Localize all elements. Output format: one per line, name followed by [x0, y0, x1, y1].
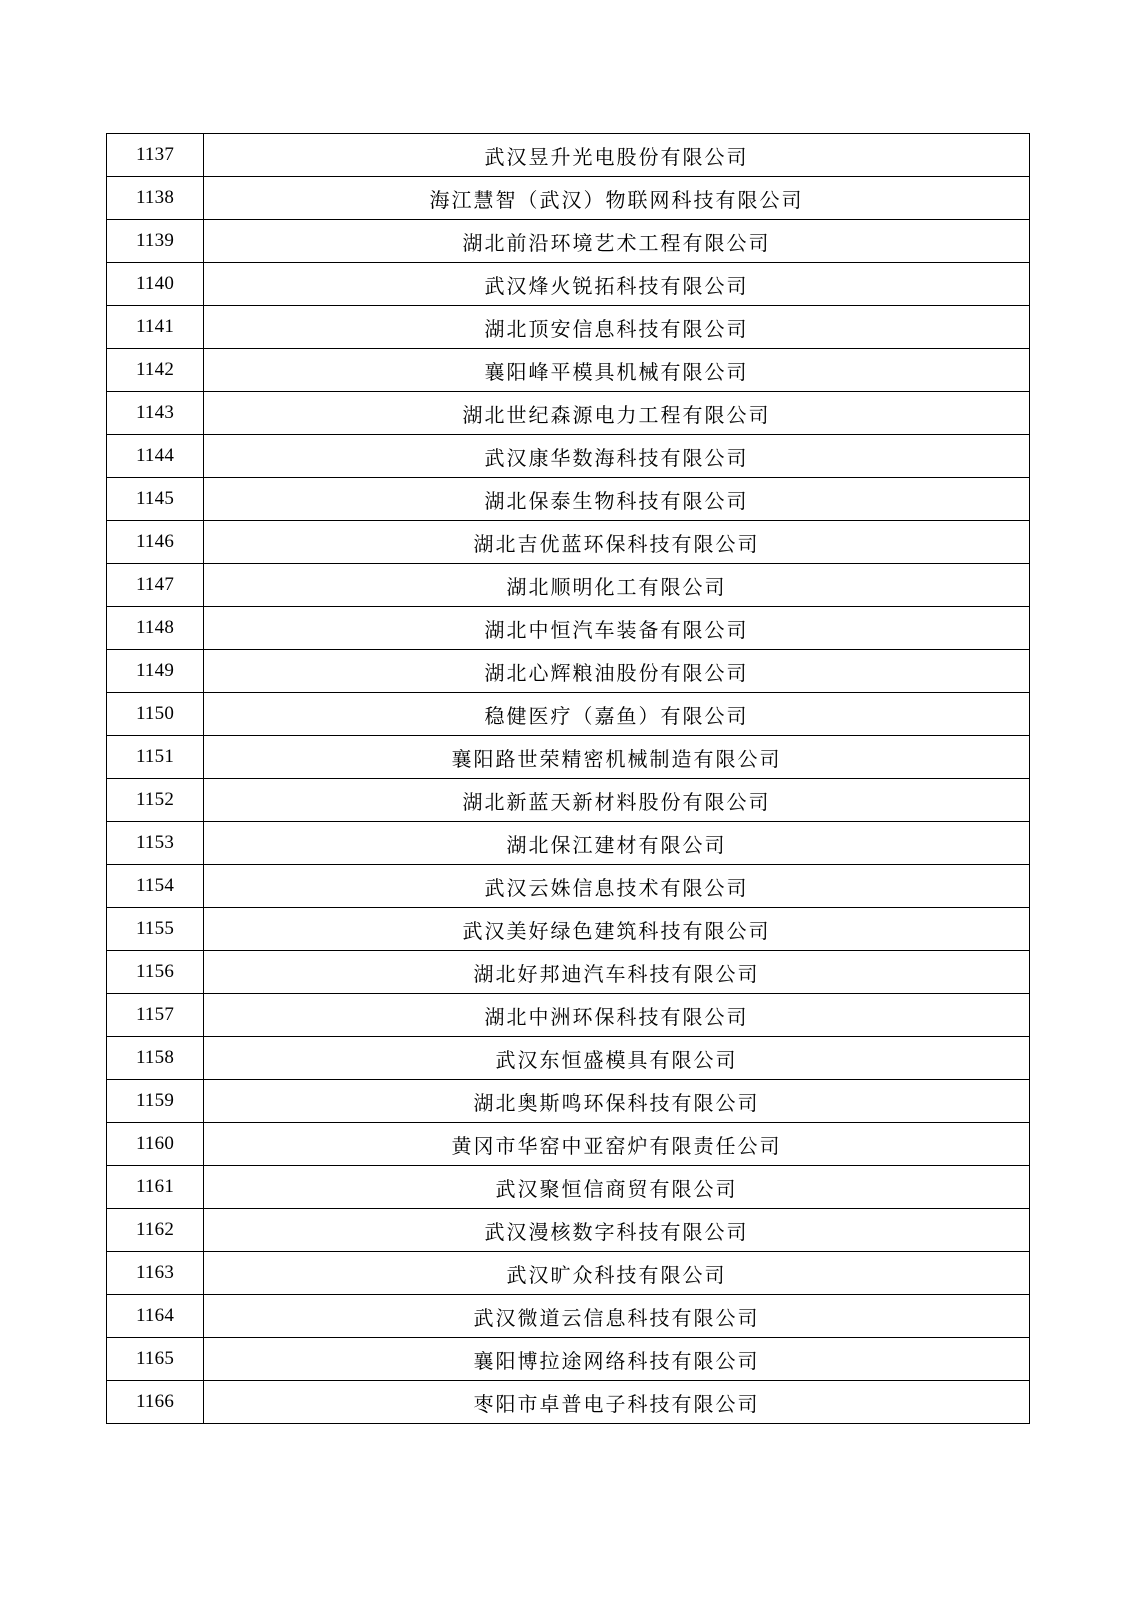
company-name: 湖北保泰生物科技有限公司 [204, 478, 1030, 521]
row-number: 1152 [107, 779, 204, 822]
table-row [107, 306, 1030, 349]
table-row [107, 736, 1030, 779]
table-row [107, 1252, 1030, 1295]
table-row [107, 392, 1030, 435]
table-row [107, 693, 1030, 736]
company-name: 湖北好邦迪汽车科技有限公司 [204, 951, 1030, 994]
company-name: 武汉云姝信息技术有限公司 [204, 865, 1030, 908]
company-name: 湖北奥斯鸣环保科技有限公司 [204, 1080, 1030, 1123]
company-name: 湖北顺明化工有限公司 [204, 564, 1030, 607]
table-row [107, 177, 1030, 220]
row-number: 1163 [107, 1252, 204, 1295]
table-row [107, 779, 1030, 822]
company-name: 武汉东恒盛模具有限公司 [204, 1037, 1030, 1080]
company-name: 襄阳峰平模具机械有限公司 [204, 349, 1030, 392]
row-number: 1145 [107, 478, 204, 521]
row-number: 1166 [107, 1381, 204, 1424]
company-name: 稳健医疗（嘉鱼）有限公司 [204, 693, 1030, 736]
company-name: 武汉聚恒信商贸有限公司 [204, 1166, 1030, 1209]
table-row [107, 994, 1030, 1037]
table-row [107, 1037, 1030, 1080]
company-name: 海江慧智（武汉）物联网科技有限公司 [204, 177, 1030, 220]
row-number: 1159 [107, 1080, 204, 1123]
table-row [107, 478, 1030, 521]
table-row [107, 134, 1030, 177]
row-number: 1160 [107, 1123, 204, 1166]
company-name: 湖北中洲环保科技有限公司 [204, 994, 1030, 1037]
company-name: 武汉烽火锐拓科技有限公司 [204, 263, 1030, 306]
table-body [107, 134, 1030, 1424]
company-name: 武汉旷众科技有限公司 [204, 1252, 1030, 1295]
row-number: 1153 [107, 822, 204, 865]
row-number: 1154 [107, 865, 204, 908]
table-row [107, 1080, 1030, 1123]
table-row [107, 1338, 1030, 1381]
table-row [107, 951, 1030, 994]
company-name: 湖北心辉粮油股份有限公司 [204, 650, 1030, 693]
row-number: 1143 [107, 392, 204, 435]
row-number: 1149 [107, 650, 204, 693]
company-name: 湖北世纪森源电力工程有限公司 [204, 392, 1030, 435]
table-row [107, 1381, 1030, 1424]
row-number: 1156 [107, 951, 204, 994]
row-number: 1162 [107, 1209, 204, 1252]
row-number: 1158 [107, 1037, 204, 1080]
company-name: 武汉美好绿色建筑科技有限公司 [204, 908, 1030, 951]
company-name: 武汉微道云信息科技有限公司 [204, 1295, 1030, 1338]
company-name: 武汉康华数海科技有限公司 [204, 435, 1030, 478]
company-name: 黄冈市华窑中亚窑炉有限责任公司 [204, 1123, 1030, 1166]
company-name: 武汉漫核数字科技有限公司 [204, 1209, 1030, 1252]
row-number: 1144 [107, 435, 204, 478]
row-number: 1137 [107, 134, 204, 177]
company-name: 枣阳市卓普电子科技有限公司 [204, 1381, 1030, 1424]
row-number: 1165 [107, 1338, 204, 1381]
row-number: 1147 [107, 564, 204, 607]
table-row [107, 564, 1030, 607]
company-name: 湖北吉优蓝环保科技有限公司 [204, 521, 1030, 564]
table-row [107, 822, 1030, 865]
table-row [107, 607, 1030, 650]
row-number: 1161 [107, 1166, 204, 1209]
row-number: 1140 [107, 263, 204, 306]
row-number: 1148 [107, 607, 204, 650]
table-row [107, 220, 1030, 263]
company-name: 襄阳博拉途网络科技有限公司 [204, 1338, 1030, 1381]
table-row [107, 865, 1030, 908]
table-row [107, 263, 1030, 306]
company-list-table [106, 133, 1030, 1424]
row-number: 1157 [107, 994, 204, 1037]
row-number: 1138 [107, 177, 204, 220]
table-row [107, 435, 1030, 478]
company-name: 湖北顶安信息科技有限公司 [204, 306, 1030, 349]
row-number: 1146 [107, 521, 204, 564]
row-number: 1164 [107, 1295, 204, 1338]
company-name: 湖北新蓝天新材料股份有限公司 [204, 779, 1030, 822]
company-name: 武汉昱升光电股份有限公司 [204, 134, 1030, 177]
row-number: 1150 [107, 693, 204, 736]
company-name: 湖北保江建材有限公司 [204, 822, 1030, 865]
row-number: 1139 [107, 220, 204, 263]
table-row [107, 1123, 1030, 1166]
company-name: 湖北中恒汽车装备有限公司 [204, 607, 1030, 650]
table-row [107, 349, 1030, 392]
table-row [107, 1295, 1030, 1338]
table-row [107, 1209, 1030, 1252]
table-row [107, 908, 1030, 951]
row-number: 1141 [107, 306, 204, 349]
company-name: 襄阳路世荣精密机械制造有限公司 [204, 736, 1030, 779]
table-row [107, 521, 1030, 564]
company-name: 湖北前沿环境艺术工程有限公司 [204, 220, 1030, 263]
table-row [107, 1166, 1030, 1209]
row-number: 1151 [107, 736, 204, 779]
row-number: 1155 [107, 908, 204, 951]
table-row [107, 650, 1030, 693]
row-number: 1142 [107, 349, 204, 392]
